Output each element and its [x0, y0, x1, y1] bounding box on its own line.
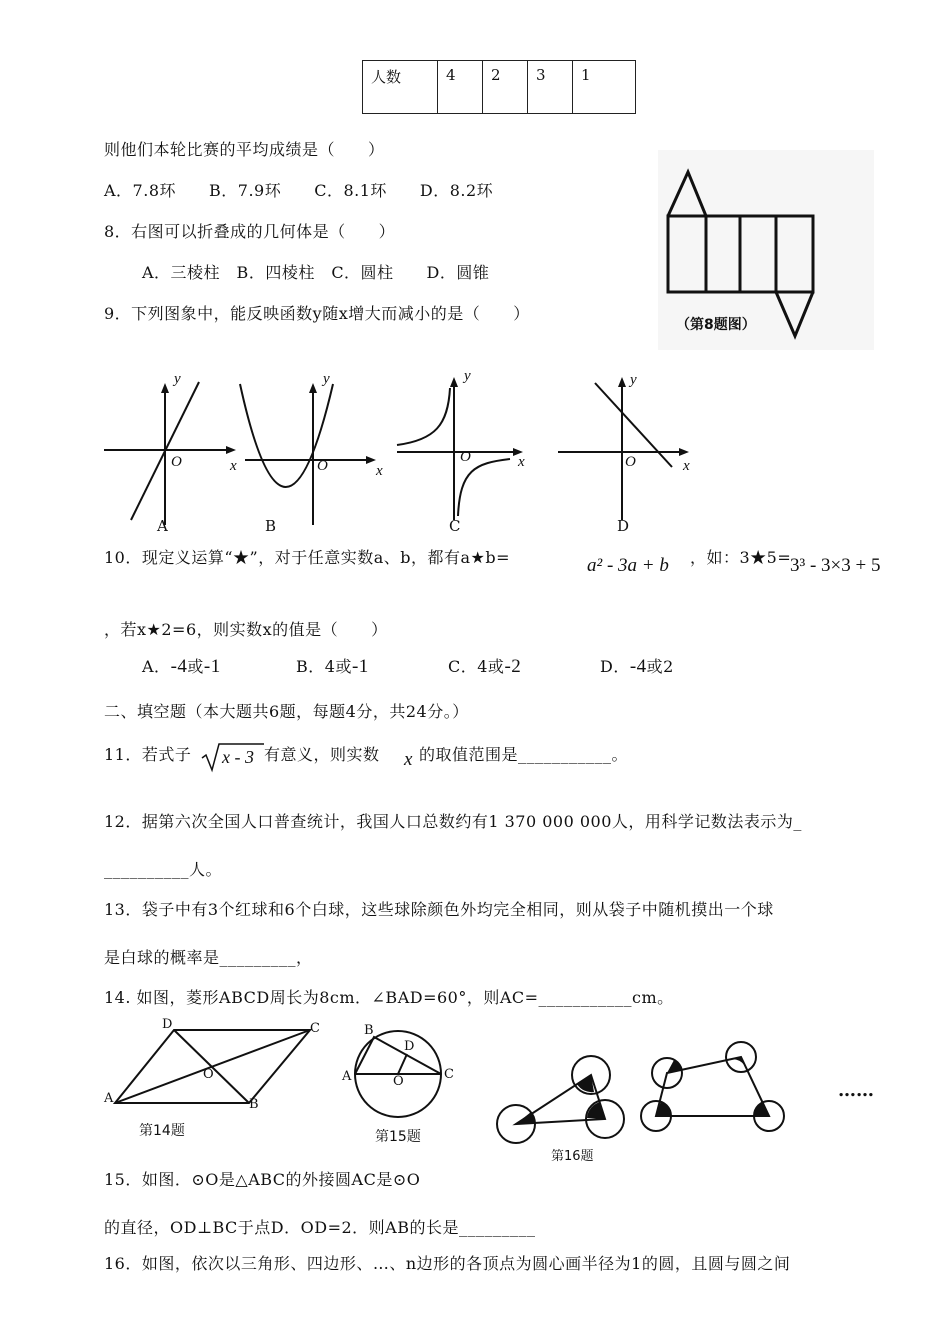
q16-caption: 第16题 — [551, 1149, 594, 1164]
table-cell: 2 — [483, 61, 528, 114]
q14-label-o: O — [203, 1067, 214, 1082]
graph-c-x-label: x — [518, 454, 525, 470]
graph-d-x-label: x — [683, 458, 690, 474]
q16-quadrilateral-figure — [641, 1042, 784, 1131]
option-a-value-1: -4 — [170, 656, 188, 677]
option-d-rest: 或2 — [646, 657, 674, 676]
q16-ellipsis: …… — [838, 1080, 874, 1101]
q12-line-2: __________人。 — [104, 860, 223, 879]
q13-line-1: 13．袋子中有3个红球和6个白球，这些球除颜色外均完全相同，则从袋子中随机摸出一个球 — [104, 900, 774, 919]
option-a-label: A． — [142, 657, 171, 676]
q12-line-1: 12．据第六次全国人口普查统计，我国人口总数约有1 370 000 000人，用科学记数法表示为_ — [104, 812, 802, 831]
graph-d-origin: O — [625, 454, 636, 470]
graph-b-y-label: y — [323, 371, 330, 387]
q10-stem-a: 10．现定义运算“★”，对于任意实数a、b，都有a★b= — [104, 548, 511, 567]
option-d-value-1: -4 — [629, 656, 647, 677]
q13-line-2: 是白球的概率是_________， — [104, 948, 313, 967]
q7-options: A．7.8环 B．7.9环 C．8.1环 D．8.2环 — [104, 181, 494, 200]
graph-c-letter: C — [449, 517, 461, 535]
table-cell: 人数 — [363, 61, 438, 114]
graph-d-letter: D — [617, 517, 630, 535]
option-b-value-2: -1 — [351, 656, 369, 677]
graph-c-origin: O — [460, 449, 471, 465]
q15-caption: 第15题 — [375, 1129, 421, 1145]
q14-label-d: D — [162, 1017, 173, 1032]
q11-radicand: x - 3 — [222, 747, 254, 767]
q8-options: A．三棱柱 B．四棱柱 C．圆柱 D．圆锥 — [142, 263, 490, 282]
q11-var: x — [404, 749, 413, 770]
section-2-heading: 二、填空题（本大题共6题，每题4分，共24分。） — [104, 702, 469, 721]
graph-c-y-label: y — [464, 368, 471, 384]
table-cell: 1 — [573, 61, 636, 114]
q14-caption: 第14题 — [139, 1123, 185, 1139]
graph-b-letter: B — [265, 517, 277, 535]
q9-stem: 9．下列图象中，能反映函数y随x增大而减小的是（ ） — [104, 304, 530, 323]
q10-formula-1: a² - 3a + b — [587, 555, 669, 576]
graph-b-x-label: x — [376, 463, 383, 479]
q15-label-c: C — [444, 1067, 454, 1082]
graph-a-letter: A — [157, 517, 168, 535]
q11-post: 的取值范围是___________。 — [419, 745, 629, 764]
q15-line-1: 15．如图．⊙O是△ABC的外接圆AC是⊙O — [104, 1170, 421, 1189]
q8-stem: 8．右图可以折叠成的几何体是（ ） — [104, 222, 396, 241]
graph-b-left-x-label: x — [230, 458, 237, 474]
q7-stem: 则他们本轮比赛的平均成绩是（ ） — [104, 140, 385, 159]
graph-b-origin: O — [317, 458, 328, 474]
q14-label-c: C — [310, 1021, 320, 1036]
option-c-label: C．4或 — [448, 657, 505, 676]
option-d-label: D． — [600, 657, 630, 676]
q16-triangle-figure — [497, 1056, 624, 1143]
graph-a-y-label: y — [174, 371, 181, 387]
q16-stem: 16．如图，依次以三角形、四边形、…、n边形的各顶点为圆心画半径为1的圆，且圆与圆之间 — [104, 1254, 791, 1273]
table-cell: 4 — [438, 61, 483, 114]
q11-mid: 有意义，则实数 — [264, 745, 380, 764]
graph-a-origin: O — [171, 454, 182, 470]
q10-stem-b: ，如：3★5= — [690, 548, 792, 567]
q15-label-o: O — [393, 1074, 404, 1089]
option-b-label: B．4或 — [296, 657, 352, 676]
q14-stem: 14. 如图，菱形ABCD周长为8cm．∠BAD=60°，则AC=___________cm。 — [104, 988, 674, 1007]
q10-stem-c: ，若x★2=6，则实数x的值是（ ） — [104, 620, 388, 639]
q14-label-a: A — [104, 1091, 114, 1106]
graph-d-y-label: y — [630, 372, 637, 388]
option-a-or: 或 — [187, 657, 204, 676]
q8-figure-caption: （第8题图） — [676, 317, 756, 333]
q15-label-a: A — [342, 1069, 352, 1084]
q15-line-2: 的直径，OD⊥BC于点D．OD=2．则AB的长是_________ — [104, 1218, 536, 1237]
table-cell: 3 — [528, 61, 573, 114]
q10-formula-2: 3³ - 3×3 + 5 — [790, 555, 881, 576]
option-a-value-2: -1 — [203, 656, 221, 677]
q15-label-d: D — [404, 1039, 415, 1054]
q14-label-b: B — [249, 1097, 259, 1112]
q15-label-b: B — [364, 1023, 374, 1038]
q11-pre: 11．若式子 — [104, 745, 192, 764]
option-c-value-2: -2 — [504, 656, 522, 677]
